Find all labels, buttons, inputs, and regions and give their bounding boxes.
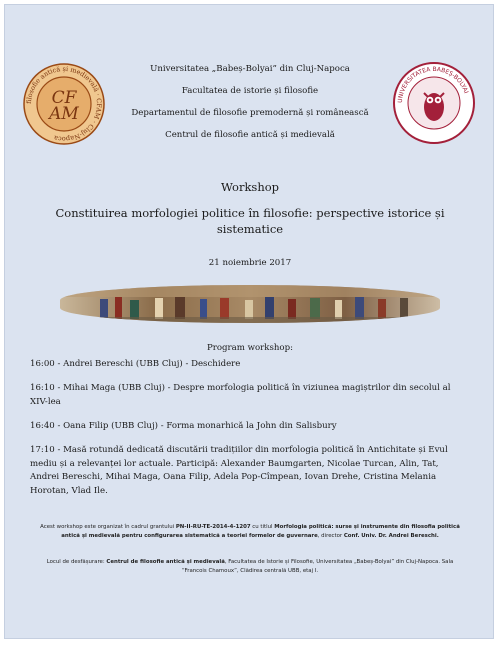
venue-center: Centrul de filosofie antică și medievală bbox=[106, 559, 225, 565]
svg-text:filosofie antică și medievală: filosofie antică și medievală · CFAM · Cluj-Napoca bbox=[24, 64, 104, 144]
svg-text:CF: CF bbox=[51, 88, 77, 108]
owl-seal-icon bbox=[393, 62, 475, 144]
venue-label: Locul de desfășurare: bbox=[46, 559, 107, 565]
event-title bbox=[30, 205, 470, 237]
grant-title: Morfologia politică: surse și instrumente din filosofia politică antică și medievală pentru configurarea sistematică a teoriei formelor de guvernare bbox=[61, 524, 460, 539]
grant-director: Conf. Univ. Dr. Andrei Bereschi. bbox=[343, 533, 439, 539]
program-item: 16:40 - Oana Filip (UBB Cluj) - Forma monarhică la John din Salisbury bbox=[30, 421, 337, 431]
svg-text:AM: AM bbox=[49, 104, 79, 124]
program-item: 16:10 - Mihai Maga (UBB Cluj) - Despre morfologia politică în viziunea magiștrilor din secolul al XIV-lea bbox=[30, 383, 451, 407]
cfam-seal-icon bbox=[23, 63, 105, 145]
event-title-line1: Constituirea morfologiei politice în filosofie: perspective istorice și bbox=[55, 206, 445, 220]
event-title-line2: sistematice bbox=[216, 222, 284, 236]
university-name: Universitatea „Babeș-Bolyai” din Cluj-Napoca bbox=[150, 64, 350, 74]
grant-note-text: , director bbox=[317, 533, 344, 539]
center-name: Centrul de filosofie antică și medievală bbox=[165, 130, 335, 140]
grant-note-text: Acest workshop este organizat în cadrul grantului bbox=[40, 524, 176, 530]
program-item: 16:00 - Andrei Bereschi (UBB Cluj) - Deschidere bbox=[30, 359, 241, 369]
faculty-name: Facultatea de istorie și filosofie bbox=[181, 86, 319, 96]
department-name: Departamentul de filosofie premodernă și românească bbox=[131, 108, 369, 118]
event-type: Workshop bbox=[220, 180, 280, 194]
venue-address: , Facultatea de Istorie și Filosofie, Universitatea „Babeș-Bolyai” din Cluj-Napoca. Sala “Francois Chamoux”, Clădirea centrală UBB, etaj I. bbox=[181, 559, 454, 574]
grant-note-text: cu titlul bbox=[250, 524, 275, 530]
medieval-painting-banner bbox=[60, 285, 440, 323]
event-date: 21 noiembrie 2017 bbox=[208, 258, 292, 268]
program-item: 17:10 - Masă rotundă dedicată discutării tradițiilor din morfologia politică în Antichitate și Evul mediu și a relevanței lor actuale. Participă: Alexander Baumgarten, Nicolae Turcan, Alin, Tat, Andrei Bereschi, Mihai Maga, Oana Filip, Adela Pop-Cîmpean, Iovan Drehe, Cristina Melania Horotan, Vlad Ile. bbox=[30, 445, 448, 496]
venue-note bbox=[40, 558, 460, 576]
svg-text:UNIVERSITATEA BABEȘ-BOLYAI: UNIVERSITATEA BABEȘ-BOLYAI bbox=[396, 65, 470, 104]
grant-code: PN-II-RU-TE-2014-4-1207 bbox=[175, 524, 251, 530]
grant-note bbox=[40, 523, 460, 541]
program-heading: Program workshop: bbox=[206, 343, 294, 353]
